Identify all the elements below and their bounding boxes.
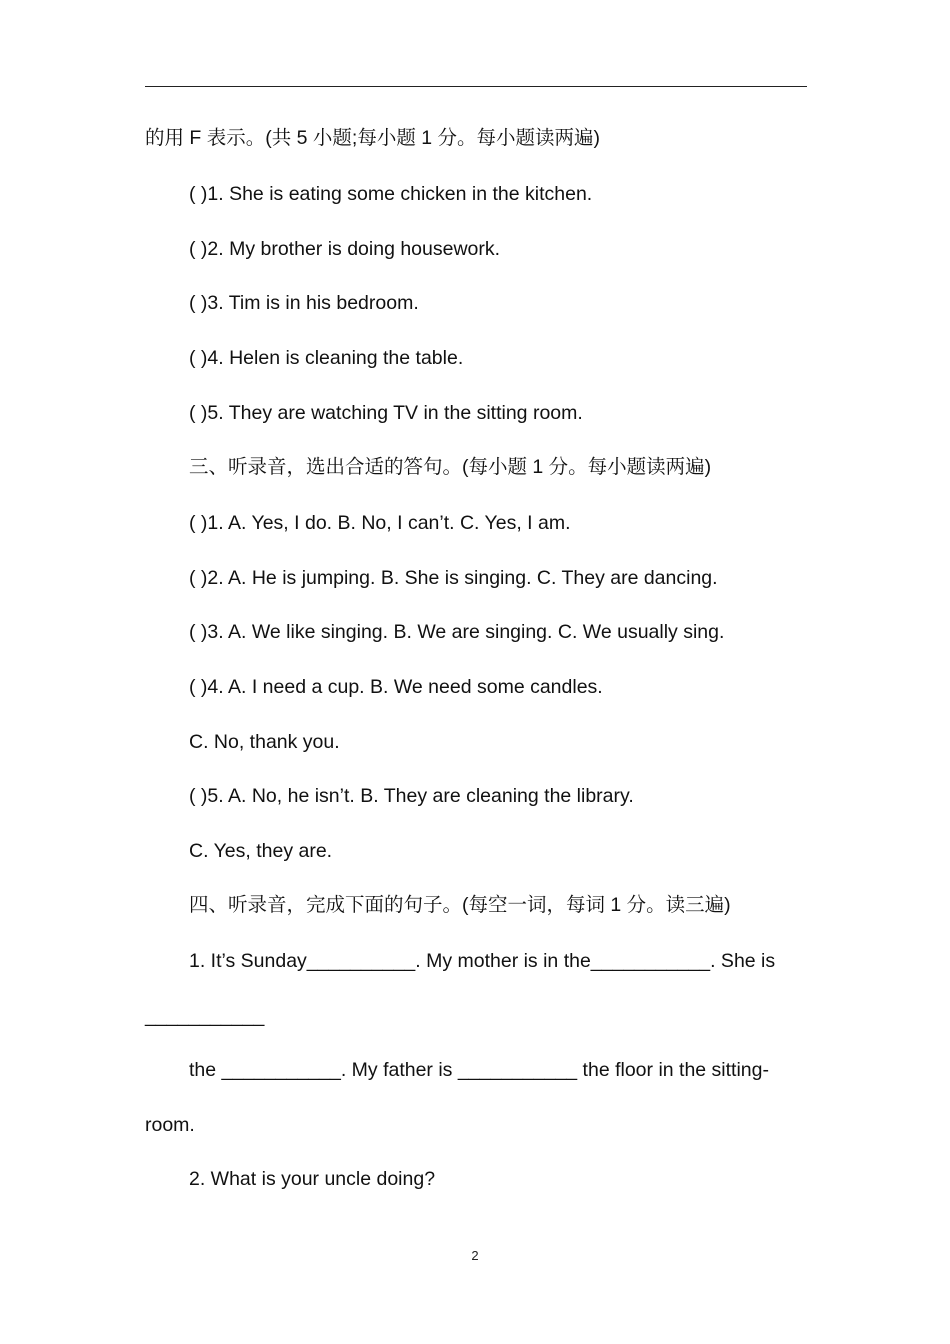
header-rule bbox=[145, 86, 807, 87]
response-item-5-option-c: C. Yes, they are. bbox=[189, 840, 333, 862]
fill-sentence-1-line-1: 1. It’s Sunday__________. My mother is in the___________. She is bbox=[189, 950, 776, 972]
response-item-3: ( )3. A. We like singing. B. We are singing. C. We usually sing. bbox=[189, 621, 725, 643]
response-item-4: ( )4. A. I need a cup. B. We need some candles. bbox=[189, 676, 603, 698]
response-item-2: ( )2. A. He is jumping. B. She is singing. C. They are dancing. bbox=[189, 567, 718, 589]
tf-item-4: ( )4. Helen is cleaning the table. bbox=[189, 347, 464, 369]
response-item-4-option-c: C. No, thank you. bbox=[189, 731, 340, 753]
tf-item-1: ( )1. She is eating some chicken in the kitchen. bbox=[189, 183, 593, 205]
fill-sentence-1-line-3: room. bbox=[145, 1114, 195, 1136]
response-item-5: ( )5. A. No, he isn’t. B. They are cleaning the library. bbox=[189, 785, 634, 807]
tf-item-5: ( )5. They are watching TV in the sitting room. bbox=[189, 402, 583, 424]
page-number: 2 bbox=[471, 1248, 479, 1263]
section-3-heading: 三、听录音，选出合适的答句。(每小题 1 分。每小题读两遍) bbox=[189, 456, 712, 478]
tf-item-2: ( )2. My brother is doing housework. bbox=[189, 238, 501, 260]
fill-sentence-1-line-2: the ___________. My father is ___________ the floor in the sitting- bbox=[189, 1059, 769, 1081]
fill-sentence-2: 2. What is your uncle doing? bbox=[189, 1168, 436, 1190]
fill-sentence-1-blank: ___________ bbox=[145, 1005, 265, 1027]
instruction-continuation: 的用 F 表示。(共 5 小题;每小题 1 分。每小题读两遍) bbox=[145, 127, 601, 149]
tf-item-3: ( )3. Tim is in his bedroom. bbox=[189, 292, 419, 314]
response-item-1: ( )1. A. Yes, I do. B. No, I can’t. C. Yes, I am. bbox=[189, 512, 571, 534]
section-4-heading: 四、听录音，完成下面的句子。(每空一词，每词 1 分。读三遍) bbox=[189, 894, 731, 916]
